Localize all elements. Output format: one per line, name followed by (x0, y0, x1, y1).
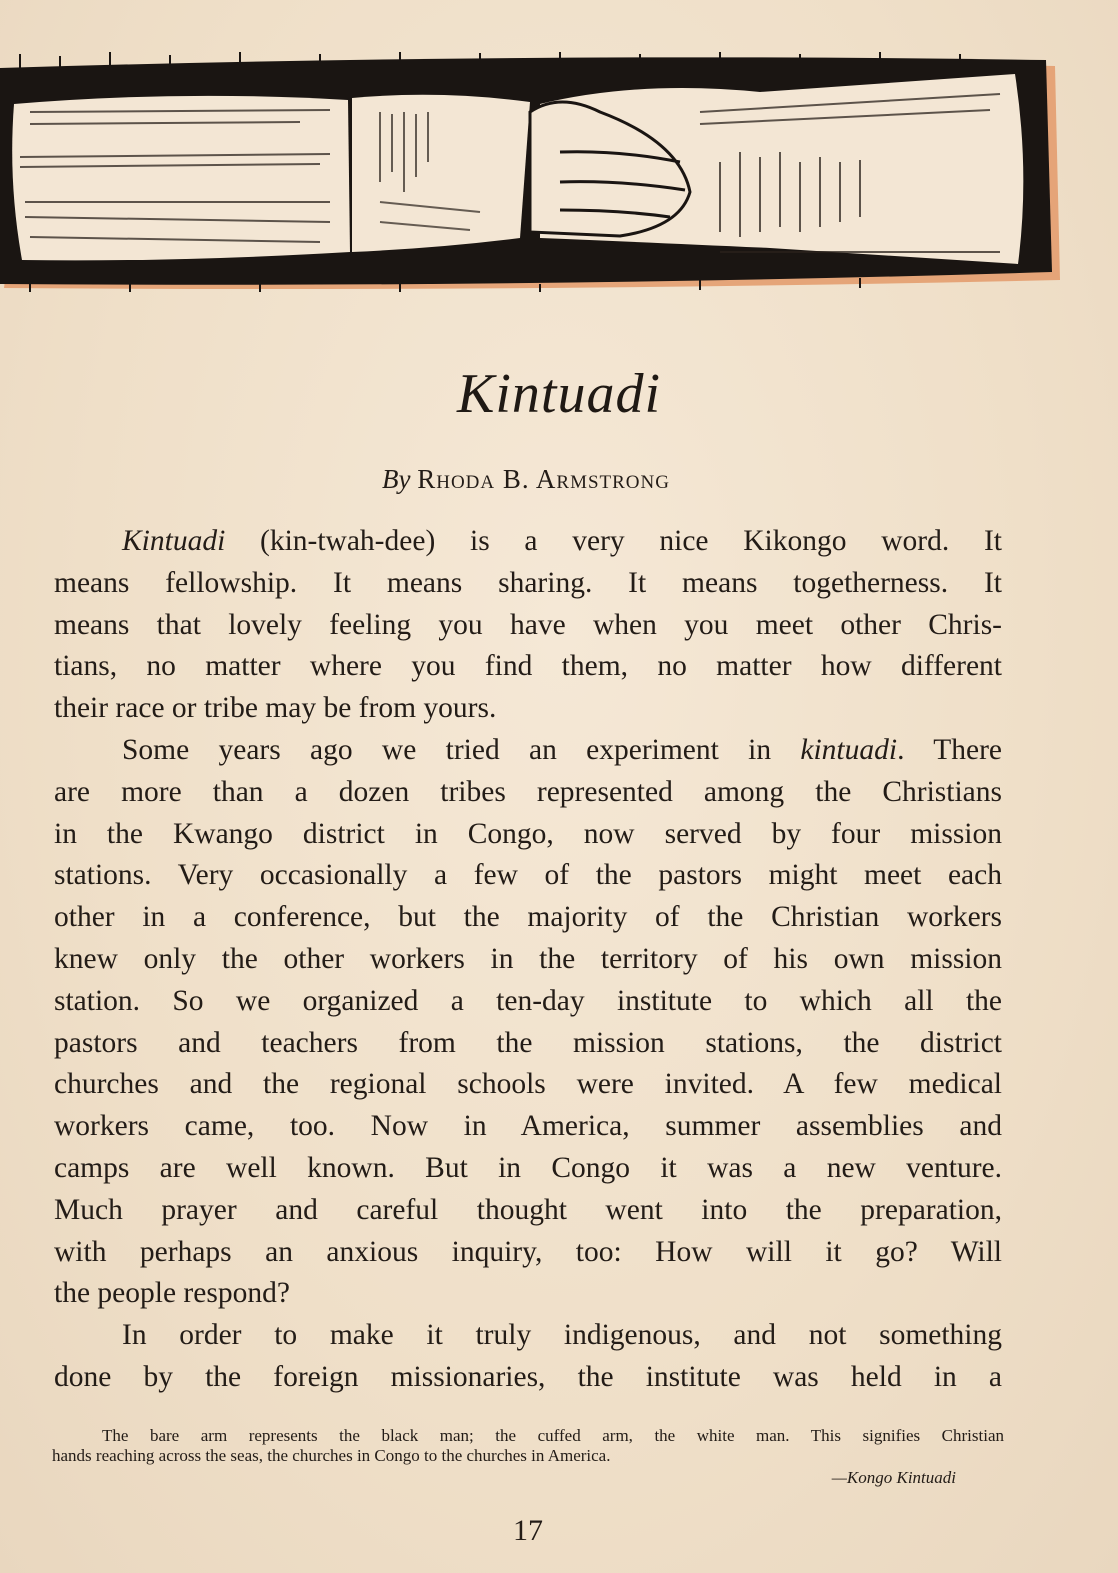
text-line: are more than a dozen tribes represented among the Christians (54, 775, 1002, 808)
italic-term: Kintuadi (122, 525, 226, 557)
text-line: their race or tribe may be from yours. (54, 692, 497, 725)
paragraph-3 (54, 1315, 1002, 1399)
text-line: pastors and teachers from the mission stations, the district (54, 1026, 1002, 1059)
line-text: . There (897, 733, 1002, 766)
paragraph-1 (54, 521, 1002, 730)
text-line: tians, no matter where you find them, no matter how different (54, 650, 1002, 683)
author-name: Rhoda B. Armstrong (417, 464, 670, 494)
text-line: station. So we organized a ten-day institute to which all the (54, 984, 1002, 1017)
caption-line: hands reaching across the seas, the churches in Congo to the churches in America. (52, 1446, 611, 1465)
italic-term: kintuadi (800, 733, 898, 766)
text-line (54, 521, 1002, 563)
text-line: means that lovely feeling you have when you meet other Chris- (54, 608, 1002, 641)
byline-prefix: By (382, 464, 411, 494)
cuffed-sleeve (12, 96, 350, 261)
text-line: churches and the regional schools were invited. A few medical (54, 1068, 1002, 1101)
line-text: (kin-twah-dee) is a very nice Kikongo word. It (225, 525, 1002, 557)
text-line: with perhaps an anxious inquiry, too: How will it go? Will (54, 1235, 1002, 1268)
paragraph-2 (54, 730, 1002, 1315)
clasped-hands-illustration (0, 52, 1062, 292)
text-line: stations. Very occasionally a few of the pastors might meet each (54, 859, 1002, 892)
line-text: Some years ago we tried an experiment in (122, 733, 801, 766)
article-byline (0, 464, 1052, 495)
text-line: workers came, too. Now in America, summer assemblies and (54, 1110, 1002, 1143)
page-number: 17 (513, 1514, 543, 1547)
text-line: in the Kwango district in Congo, now served by four mission (54, 817, 1002, 850)
article-body (54, 521, 1002, 1399)
text-line: done by the foreign missionaries, the institute was held in a (54, 1360, 1002, 1393)
text-line: the people respond? (54, 1277, 290, 1310)
caption-source: —Kongo Kintuadi (831, 1468, 956, 1487)
caption-line: The bare arm represents the black man; the cuffed arm, the white man. This signifies Christian (102, 1426, 1004, 1445)
text-line: Much prayer and careful thought went into the preparation, (54, 1193, 1002, 1226)
text-line: other in a conference, but the majority of the Christian workers (54, 901, 1002, 934)
illustration-caption (52, 1426, 1004, 1488)
text-line (54, 730, 1002, 772)
text-line: In order to make it truly indigenous, and not something (122, 1319, 1002, 1352)
article-title: Kintuadi (456, 363, 662, 425)
text-line: means fellowship. It means sharing. It means togetherness. It (54, 566, 1002, 599)
text-line: knew only the other workers in the territory of his own mission (54, 942, 1002, 975)
text-line: camps are well known. But in Congo it was a new venture. (54, 1151, 1002, 1184)
